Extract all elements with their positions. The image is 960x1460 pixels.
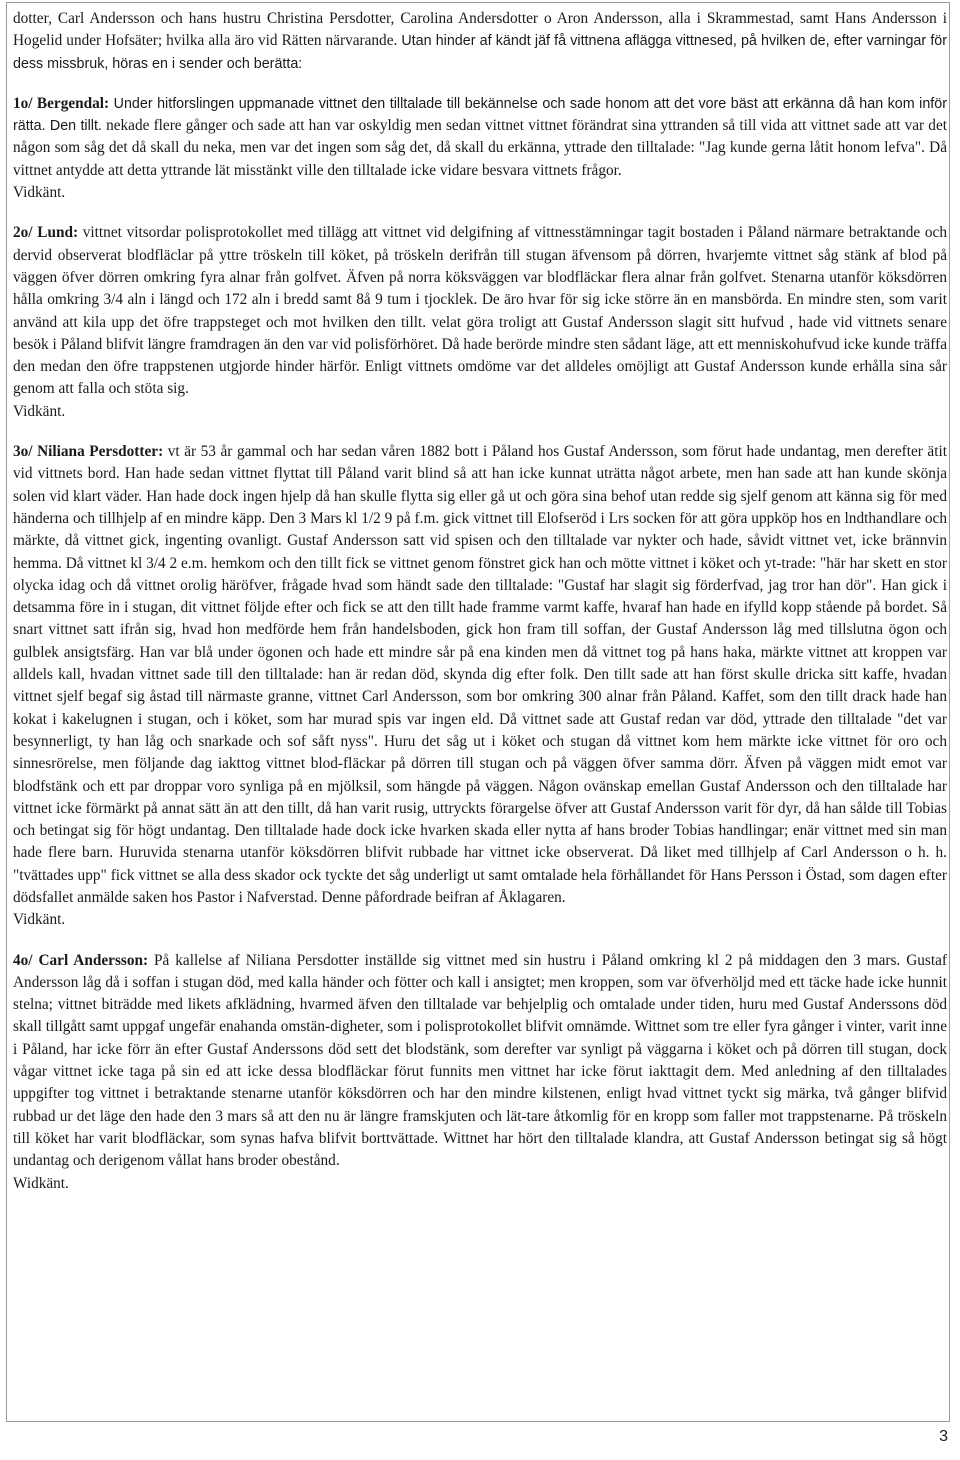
testimony-text: På kallelse af Niliana Persdotter inställde sig vittnet med sin hustru i Påland omkring kl 2 på middagen den 3 mars. Gustaf Andersson låg då i soffan i stugan död, med kalla händer och fötter och kall i ansigtet; men kroppen, som var öfverhöljd med ett täcke hade icke hunnit stelna; vittnet biträdde med likets afklädning, hvarmed äfven den tilltalade var behjelplig och omtalade under tiden, huru med Gustaf Anderssons död skall tillgått samt uppgaf ungefär enahanda omstän-digheter, som i polisprotokollet blifvit omnämde. Wittnet som tre eller fyra gånger i vinter, varit inne i Påland, har icke förr än efter Gustaf Anderssons död sett det blodstänk, som derefter var synligt på väggarna i köket och på dörren till stugan, dock vågar vittnet icke taga på sin ed att icke dessa blodfläckar förut funnits men vittnet har icke förut iakttagit dem. Med anledning af den tilltalades uppgifter tog vittnet i betraktande stenarne utanför köksdörren och har den mindre kilstenen, enligt hvad vittnet tyckt sig märka, två gånger blifvid rubbad ur det läge den hade den 3 mars så att den nu är längre framskjuten och lät-tare åtkomlig för en kropp som faller mot trappstenarne. På tröskeln till köket har varit blodfläckar, som synas hafva blifvit borttvättade. Wittnet har hört den tilltalade klandra, att Gustaf Andersson betingat sig så högt undantag och derigenom vållat hans broder obestånd. [13, 951, 947, 1170]
intro-part-1: dotter, Carl Andersson och hans hustru Christina Persdotter, Carolina Andersdotter o Aron Andersson, alla i Skrammestad, samt Hans Andersson i Hogelid under Hofsäter; hvilka alla äro vid Rätten närvarande. [13, 10, 947, 50]
testimony-verdict: Vidkänt. [13, 402, 66, 420]
testimony-text: nekade flere gånger och sade att han var oskyldig men sedan vittnet vittnet förändrat sina yttranden så till vida att vittnet sade att var det någon som såg det då skall du neka, men var det ingen som såg det, då skall du erkänna, yttrade den tilltalade: "Jag kunde gerna låtit honom lefva". Då vittnet antydde att detta yttrande lät misstänkt ville den tilltalade icke vidare besvara vittnets frågor. [13, 117, 947, 179]
testimony-label: 3o/ Niliana Persdotter: [13, 443, 164, 461]
testimony-verdict: Vidkänt. [13, 184, 66, 202]
testimony-verdict: Widkänt. [13, 1174, 69, 1192]
intro-part-2: Utan hinder af kändt jäf få vittnena aflägga vittnesed, på hvilken de, efter varningar för dess missbruk, höras en i sender och berätta: [13, 33, 948, 72]
testimony-label: 1o/ Bergendal: [13, 94, 110, 112]
document-body [13, 8, 947, 1195]
page-number: 3 [939, 1428, 948, 1445]
intro-paragraph [13, 8, 947, 75]
testimony-text: vittnet vitsordar polisprotokollet med tillägg att vittnet vid delgifning af vittnesstämningar tagit bostaden i Påland närmare betraktande och dervid observerat blodfläclar på yttre tröskeln till köket, på tröskeln derifrån till stugan äfvensom på dörren, hvarjemte vittnet såg stänk af blod på väggen öfver dörren omkring fyra alnar från golfvet. Äfven på norra köksväggen var blodfläckar flera alnar från golfvet. Stenarna utanför köksdörren hålla omkring 3/4 aln i längd och 172 aln i bredd samt 8å 9 tum i tjocklek. De äro hvar för sig icke större än en mansbörda. En mindre sten, som varit använd att kila upp det öfre trappsteget och mot hvilken den tillt. velat göra troligt att Gustaf Andersson slagit sitt hufvud , hade vid vittnets senare besök i Påland blifvit längre framdragen än den var vid polisförhöret. Då hade berörde mindre sten sådant läge, att ett menniskohufvud icke kunde träffa den medan den öfre trappstenen utgjorde hinder härför. Enligt vittnets omdöme var det alldeles omöjligt att Gustaf Andersson kunde erhålla sina sår genom att falla och stöta sig. [13, 224, 947, 398]
testimony-lead: Under hitforslingen uppmanade vittnet den tilltalade till bekännelse och sade honom att det vore bäst att erkänna då han kom inför rätta. Den tillt. [13, 95, 947, 135]
testimony-3 [13, 441, 947, 932]
testimony-2 [13, 222, 947, 423]
testimony-label: 4o/ Carl Andersson: [13, 951, 149, 969]
testimony-verdict: Vidkänt. [13, 911, 66, 929]
testimony-1 [13, 93, 947, 204]
testimony-text: vt är 53 år gammal och har sedan våren 1882 bott i Påland hos Gustaf Andersson, som förut hade undantag, men derefter ätit vid vittnets bord. Han hade sedan vittnet flyttat till Påland varit blind så att han icke kunnat uträtta något arbete, men han sade att han kunde skönja solen vid klart väder. Han hade dock ingen hjelp då han skulle flytta sig eller gå ut och göra sina behof utan redde sig sjelf genom att känna sig för med händerna och tillhjelp af en mindre käpp. Den 3 Mars kl 1/2 9 på f.m. gick vittnet till Elofseröd i Lrs socken för att göra uppköp hos en lndthandlare och märkte, då vittnet gick, ingenting ovanligt. Gustaf Andersson satt vid spisen och den tilltalade var nykter och hade, såvidt vittnet vet, icke brännvin hemma. Då vittnet kl 3/4 2 e.m. hemkom och den tillt fick se vittnet genom fönstret gick han och mötte vittnet i köket och yt-trade: "här har skett en stor olycka idag och då vittnet orolig häröfver, frågade hvad som händt sade den tilltalade: "Gustaf har slagit sig förderfvad, jag tror han dör". Han gick i detsamma före in i stugan, dit vittnet följde efter och fick se att den tillt hade framme varmt kaffe, hvaraf han hade en ifylld kopp stående på bordet. Så snart vittnet satt ifrån sig, hvad hon medförde hem från handelsboden, gick hon fram till soffan, der Gustaf Andersson låg med tillslutna ögon och gulblek ansigtsfärg. Han var blå under ögonen och hade ett mindre sår på ena kinden men då vittnet tog på hans haka, märkte vittnet att kroppen var alldels kall, hvadan vittnet sade till den tilltalade: han är redan död, skynda dig efter folk. Den tillt sade att han först skulle dricka sitt kaffe, hvadan vittnet sjelf begaf sig åstad till närmaste granne, vittnet Carl Andersson, som bor omkring 300 alnar från Påland. Kaffet, som den tillt drack hade han kokat i kakelugnen i stugan, och i köket, som har murad spis var ingen eld. Då vittnet sade att Gustaf redan var död, yttrade den tilltalade "det var besynnerligt, ty han låg och snarkade och sof såft nyss". Huru det såg ut i köket och stugan då vittnet kom hem märkte icke vittnet för oro och sinnesrörelse, men följande dag iakttog vittnet blod-fläckar på dörren till stugan och på väggen öfver samma dörr. Äfven på väggen midt emot var blodfstänk och ett par droppar voro synliga på en mjölksil, som hängde på väggen. Någon ovänskap emellan Gustaf Andersson och den tilltalade har vittnet icke förmärkt på annat sätt än att den tillt, då han varit rusig, uttryckts förargelse öfver att Gustaf Andersson varit för dyr, då han sålde till Tobias och betingat sig för högt undantag. Den tilltalade hade dock icke hvarken skada eller nytta af hans broder Tobias handlingar; enär vittnet med sin man hade flere barn. Huruvida stenarna utanför köksdörren blifvit rubbade har vittnet icke observerat. Då liket med tillhjelp af Carl Andersson o h. h. "tvättades upp" fick vittnet se alla dess skador ock tyckte det såg underligt ut samt omtalade hela förhållandet för Hans Persson i Östad, som dagen efter dödsfallet anmälde saken hos Pastor i Nafverstad. Denne påfordrade beifran af Åklagaren. [13, 443, 947, 906]
testimony-4 [13, 950, 947, 1195]
testimony-label: 2o/ Lund: [13, 224, 79, 242]
